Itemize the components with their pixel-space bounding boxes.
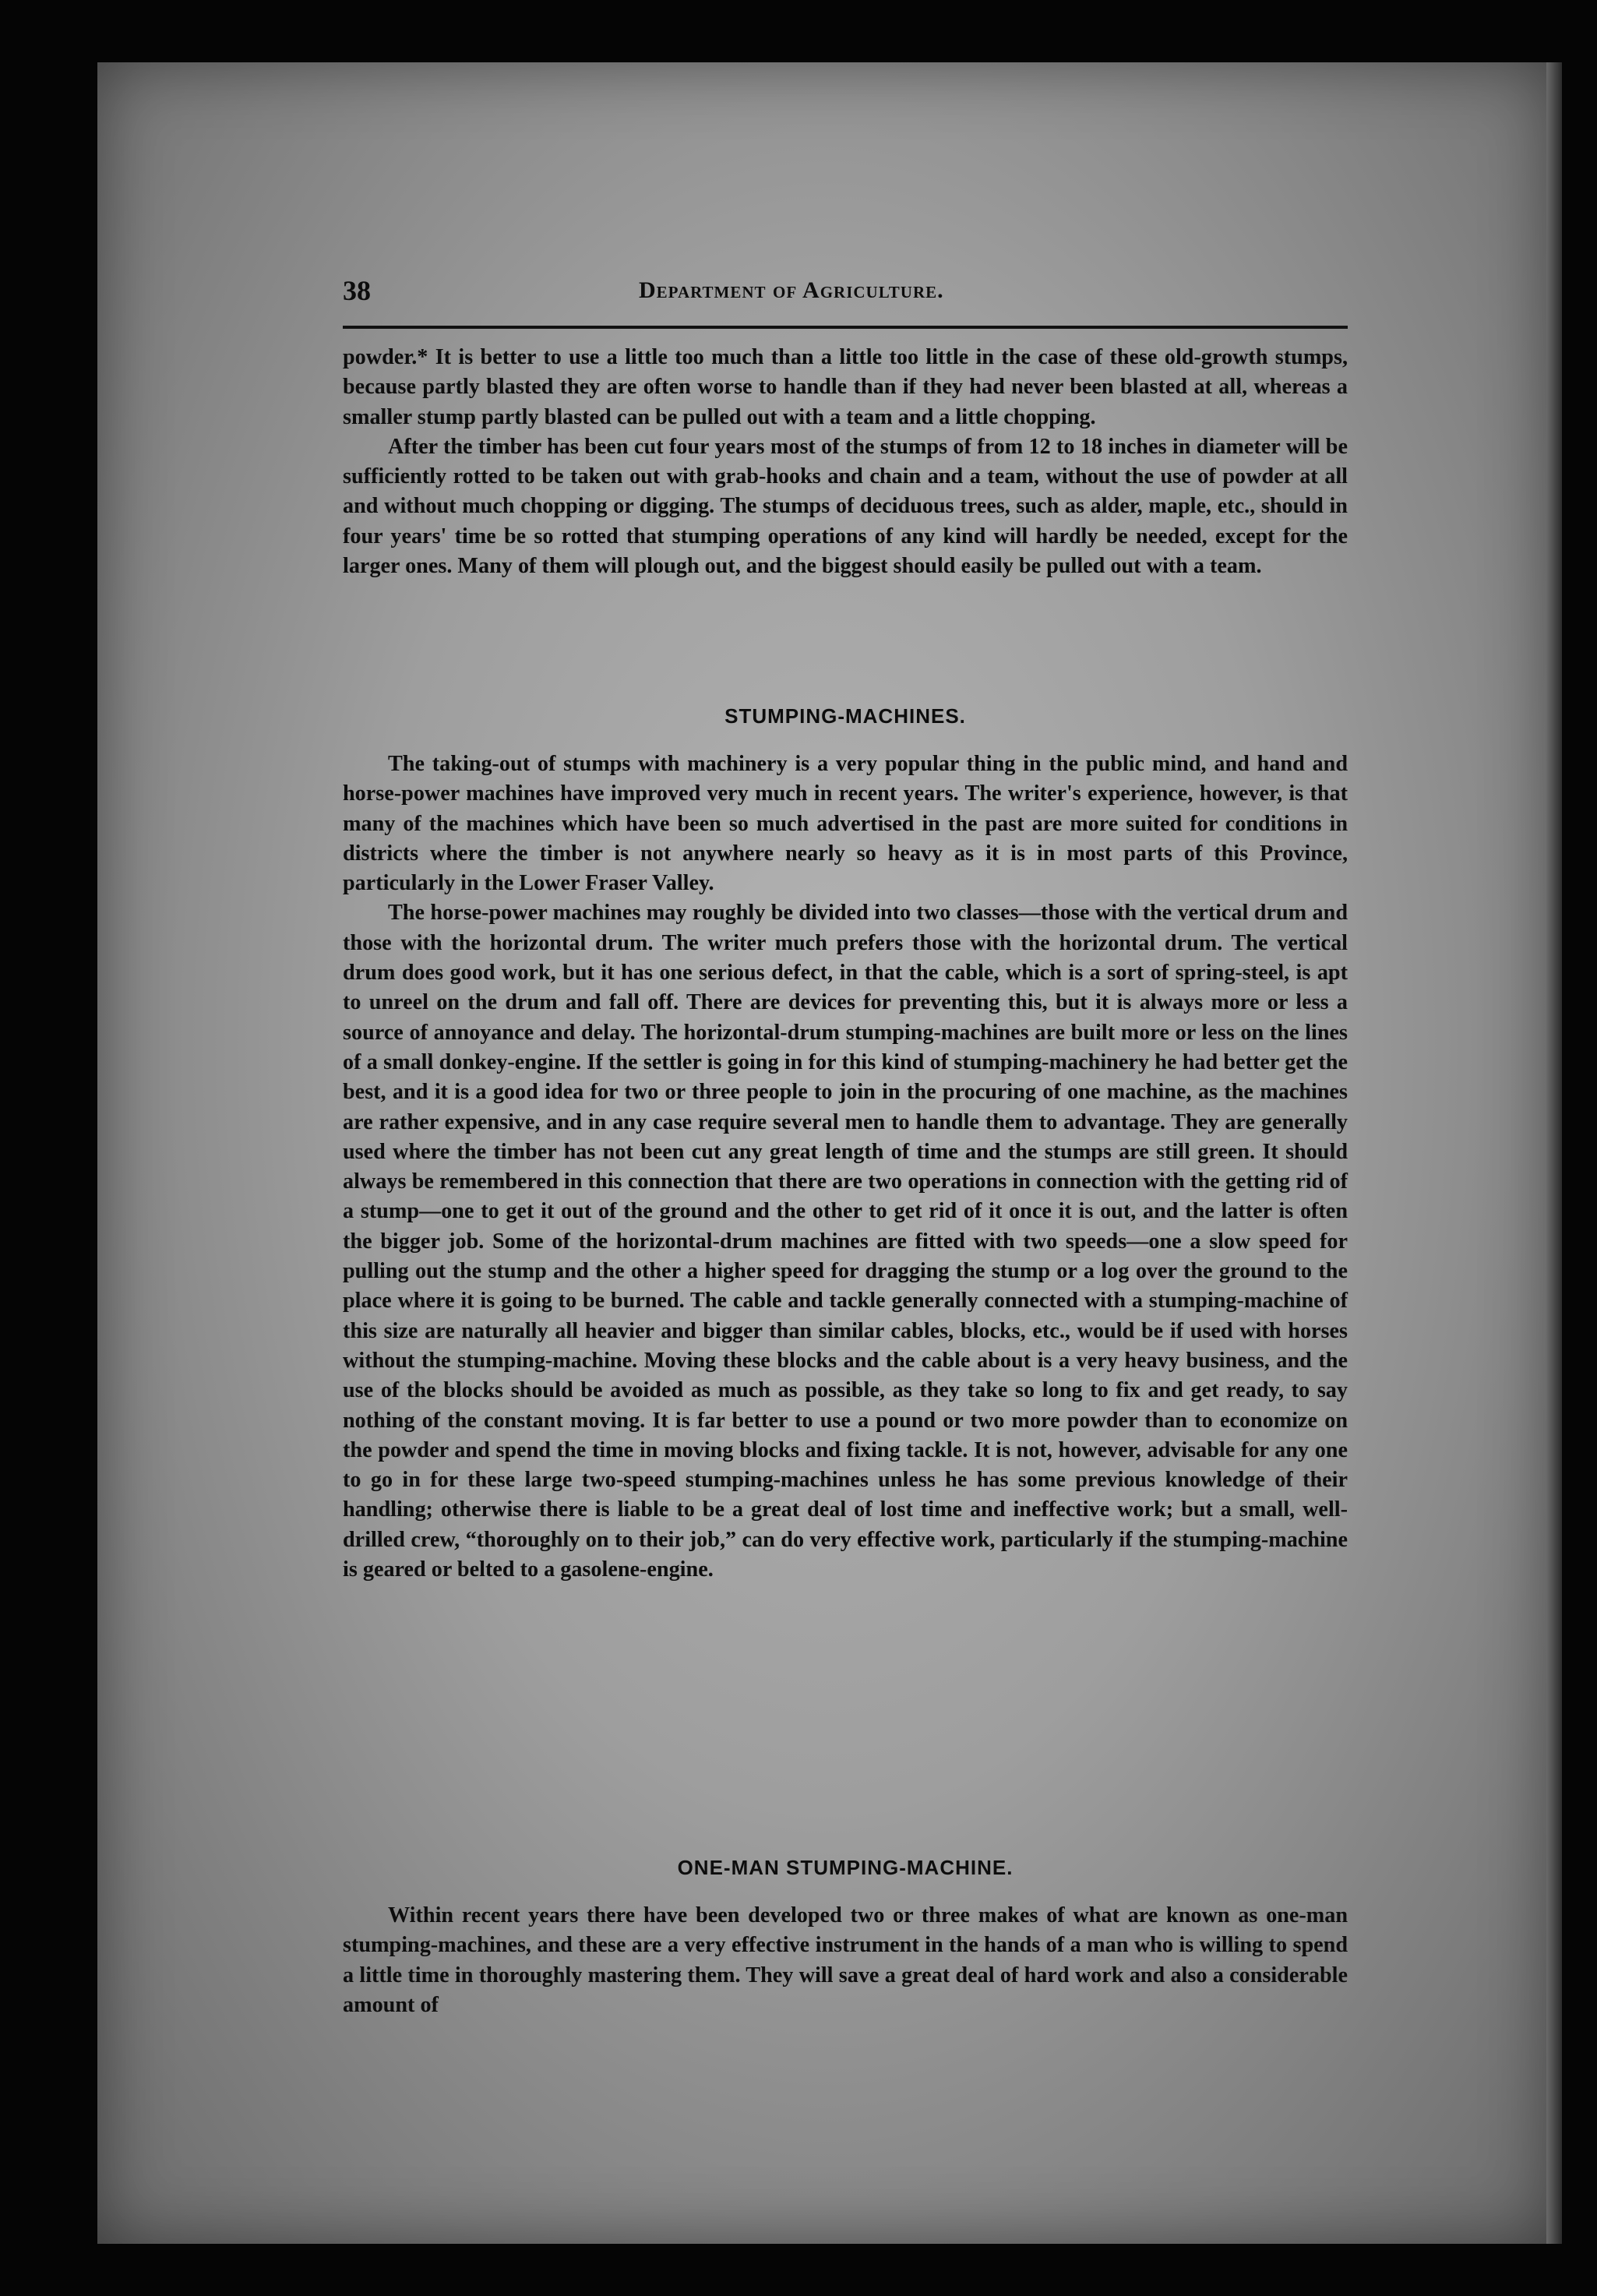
intro-section <box>343 343 1348 581</box>
paragraph: After the timber has been cut four years most of the stumps of from 12 to 18 inches in diameter will be sufficiently rotted to be taken out with grab-hooks and chain and a team, without the use of powder at all and without much chopping or digging. The stumps of deciduous trees, such as alder, maple, etc., should in four years' time be so rotted that stumping operations of any kind will hardly be needed, except for the larger ones. Many of them will plough out, and the biggest should easily be pulled out with a team. <box>343 434 1348 579</box>
page-header <box>343 274 1348 312</box>
section-heading-wrap <box>343 1856 1348 1880</box>
paragraph: Within recent years there have been developed two or three makes of what are known as one-man stumping-machines, and these are a very effective instrument in the hands of a man who is willing to spend a little time in thoroughly mastering them. They will save a great deal of hard work and also a considerable amount of <box>343 1903 1348 2017</box>
running-head: Department of Agriculture. <box>639 277 944 303</box>
header-rule <box>343 326 1348 329</box>
paragraph: powder.* It is better to use a little too much than a little too little in the case of these old-growth stumps, because partly blasted they are often worse to handle than if they had never been blasted at all, whereas a smaller stump partly blasted can be pulled out with a team and a little chopping. <box>343 345 1348 429</box>
paragraph: The taking-out of stumps with machinery is a very popular thing in the public mind, and hand and horse-power machines have improved very much in recent years. The writer's experience, however, is that many of the machines which have been so much advertised in the past are more suited for conditions in districts where the timber is not anywhere nearly so heavy as it is in most parts of this Province, particularly in the Lower Fraser Valley. <box>343 752 1348 896</box>
page-number: 38 <box>343 275 371 306</box>
page-edge <box>1546 62 1562 2244</box>
paragraph: The horse-power machines may roughly be divided into two classes—those with the vertical drum and those with the horizontal drum. The writer much prefers those with the horizontal drum. The vertical drum does good work, but it has one serious defect, in that the cable, which is a sort of spring-steel, is apt to unreel on the drum and fall off. There are devices for preventing this, but it is always more or less a source of annoyance and delay. The horizontal-drum stumping-machines are built more or less on the lines of a small donkey-engine. If the settler is going in for this kind of stumping-machinery he had better get the best, and it is a good idea for two or three people to join in the procuring of one machine, as the machines are rather expensive, and in any case require several men to handle them to advantage. They are generally used where the timber has not been cut any great length of time and the stumps are still green. It should always be remembered in this connection that there are two operations in connection with the getting rid of a stump—one to get it out of the ground and the other to get rid of it once it is out, and the latter is often the bigger job. Some of the horizontal-drum machines are fitted with two speeds—one a slow speed for pulling out the stump and the other a higher speed for dragging the stump or a log over the ground to the place where it is going to be burned. The cable and tackle generally connected with a stumping-machine of this size are naturally all heavier and bigger than similar cables, blocks, etc., would be if used with horses without the stumping-machine. Moving these blocks and the cable about is a very heavy business, and the use of the blocks should be avoided as much as possible, as they take so long to fix and get ready, to say nothing of the constant moving. It is far better to use a pound or two more powder than to economize on the powder and spend the time in moving blocks and fixing tackle. It is not, however, advisable for any one to go in for these large two-speed stumping-machines unless he has some previous knowledge of their handling; otherwise there is liable to be a great deal of lost time and ineffective work; but a small, well-drilled crew, “thoroughly on to their job,” can do very effective work, particularly if the stumping-machine is geared or belted to a gasolene-engine. <box>343 901 1348 1582</box>
stumping-machines-section <box>343 749 1348 1585</box>
section-heading: STUMPING-MACHINES. <box>724 704 966 728</box>
section-heading: ONE-MAN STUMPING-MACHINE. <box>677 1856 1014 1879</box>
section-heading-wrap <box>343 704 1348 728</box>
one-man-section <box>343 1901 1348 2020</box>
